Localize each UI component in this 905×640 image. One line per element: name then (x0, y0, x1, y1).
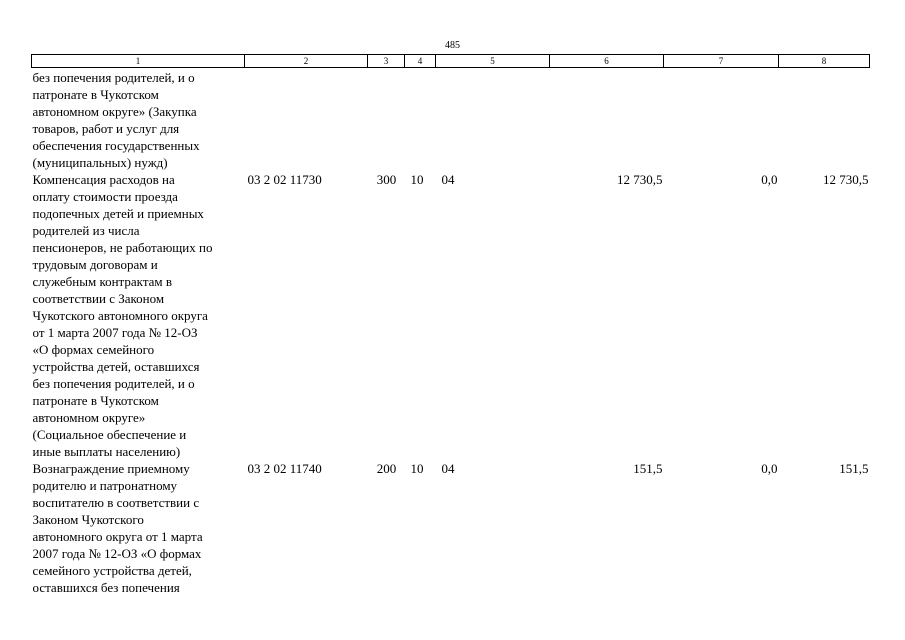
description-cell (32, 171, 245, 460)
page-number: 485 (445, 40, 460, 51)
total-cell: 12 730,5 (823, 172, 869, 187)
description-line: устройства детей, оставшихся (32, 359, 200, 374)
description-line: трудовым договорам и (32, 257, 158, 272)
description-line: товаров, работ и услуг для (32, 121, 180, 136)
description-line: автономного округа от 1 марта (32, 529, 203, 544)
description-line: соответствии с Законом (32, 291, 165, 306)
description-line: патронате в Чукотском (32, 393, 159, 408)
column-header-2: 2 (245, 55, 368, 68)
description-line: без попечения родителей, и о (32, 376, 195, 391)
target-article-cell (245, 68, 368, 172)
description-line: (Социальное обеспечение и (32, 427, 187, 442)
amount-cell: 12 730,5 (617, 172, 663, 187)
description-line: Чукотского автономного округа (32, 308, 208, 323)
column-header-8: 8 (779, 55, 870, 68)
description-line: семейного устройства детей, (32, 563, 192, 578)
total-cell: 151,5 (839, 461, 869, 476)
description-line: служебным контрактам в (32, 274, 173, 289)
description-line: Законом Чукотского (32, 512, 144, 527)
description-line: оплату стоимости проезда (32, 189, 178, 204)
section-cell (405, 68, 436, 172)
total-cell (779, 68, 870, 172)
description-cell (32, 68, 245, 172)
target-article-cell: 03 2 02 11740 (247, 461, 322, 476)
table-row (32, 171, 870, 460)
description-line: «О формах семейного (32, 342, 155, 357)
column-header-4: 4 (405, 55, 436, 68)
description-line: Вознаграждение приемному (32, 461, 190, 476)
description-line: родителей из числа (32, 223, 140, 238)
subsection-cell: 04 (441, 172, 455, 187)
table-row (32, 460, 870, 596)
description-cell (32, 460, 245, 596)
section-cell: 10 (410, 461, 424, 476)
table-row (32, 68, 870, 172)
column-header-7: 7 (664, 55, 779, 68)
expense-type-cell: 300 (376, 172, 397, 187)
description-line: без попечения родителей, и о (32, 70, 195, 85)
description-line: (муниципальных) нужд) (32, 155, 168, 170)
description-line: патронате в Чукотском (32, 87, 159, 102)
column-header-5: 5 (436, 55, 550, 68)
description-line: Компенсация расходов на (32, 172, 175, 187)
change-cell: 0,0 (761, 461, 778, 476)
table-header (32, 55, 870, 68)
description-line: от 1 марта 2007 года № 12-ОЗ (32, 325, 198, 340)
description-line: обеспечения государственных (32, 138, 200, 153)
description-line: родителю и патронатному (32, 478, 178, 493)
expense-type-cell: 200 (376, 461, 397, 476)
description-line: подопечных детей и приемных (32, 206, 204, 221)
target-article-cell: 03 2 02 11730 (247, 172, 322, 187)
subsection-cell (436, 68, 550, 172)
amount-cell: 151,5 (633, 461, 663, 476)
column-header-6: 6 (550, 55, 664, 68)
change-cell (664, 68, 779, 172)
header-row (32, 55, 870, 68)
description-line: воспитателю в соответствии с (32, 495, 200, 510)
description-line: 2007 года № 12-ОЗ «О формах (32, 546, 202, 561)
subsection-cell: 04 (441, 461, 455, 476)
column-header-3: 3 (368, 55, 405, 68)
description-line: автономном округе» (32, 410, 146, 425)
description-line: автономном округе» (Закупка (32, 104, 197, 119)
description-line: иные выплаты населению) (32, 444, 181, 459)
description-line: пенсионеров, не работающих по (32, 240, 213, 255)
table-body (32, 68, 870, 597)
amount-cell (550, 68, 664, 172)
expense-type-cell (368, 68, 405, 172)
budget-table (31, 54, 870, 596)
column-header-1: 1 (32, 55, 245, 68)
change-cell: 0,0 (761, 172, 778, 187)
description-line: оставшихся без попечения (32, 580, 180, 595)
section-cell: 10 (410, 172, 424, 187)
